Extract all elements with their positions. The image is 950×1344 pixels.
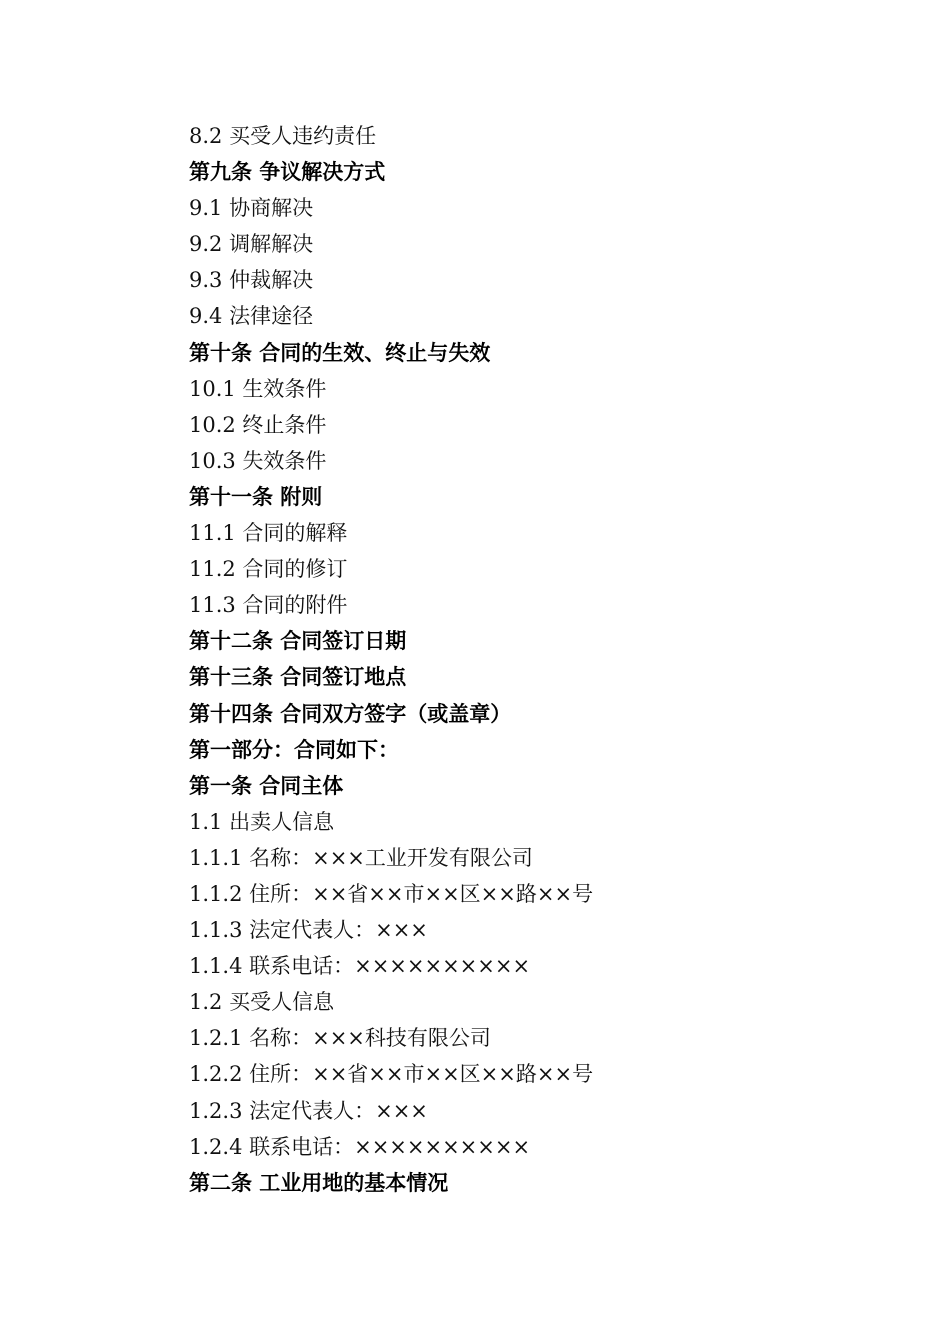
article-13-heading: 第十三条 合同签订地点 bbox=[189, 665, 407, 690]
article-2-heading: 第二条 工业用地的基本情况 bbox=[189, 1170, 449, 1195]
clause-11-2: 11.2 合同的修订 bbox=[189, 557, 348, 582]
article-11-heading: 第十一条 附则 bbox=[189, 484, 323, 509]
clause-1-2: 1.2 买受人信息 bbox=[189, 990, 335, 1015]
clause-1-1-3: 1.1.3 法定代表人：××× bbox=[189, 918, 428, 943]
part-1-heading: 第一部分：合同如下： bbox=[189, 737, 399, 762]
clause-10-2: 10.2 终止条件 bbox=[189, 412, 327, 437]
article-9-heading: 第九条 争议解决方式 bbox=[189, 160, 386, 185]
clause-9-3: 9.3 仲裁解决 bbox=[189, 268, 314, 293]
clause-1-2-2: 1.2.2 住所：××省××市××区××路××号 bbox=[189, 1062, 594, 1087]
clause-9-4: 9.4 法律途径 bbox=[189, 304, 314, 329]
clause-1-2-4: 1.2.4 联系电话：×××××××××× bbox=[189, 1134, 531, 1159]
clause-1-1-4: 1.1.4 联系电话：×××××××××× bbox=[189, 954, 531, 979]
clause-9-1: 9.1 协商解决 bbox=[189, 196, 314, 221]
clause-10-1: 10.1 生效条件 bbox=[189, 376, 327, 401]
clause-10-3: 10.3 失效条件 bbox=[189, 448, 327, 473]
article-14-heading: 第十四条 合同双方签字（或盖章） bbox=[189, 701, 512, 726]
clause-1-1: 1.1 出卖人信息 bbox=[189, 809, 335, 834]
clause-11-3: 11.3 合同的附件 bbox=[189, 593, 348, 618]
clause-1-2-3: 1.2.3 法定代表人：××× bbox=[189, 1098, 428, 1123]
article-1-heading: 第一条 合同主体 bbox=[189, 773, 344, 798]
article-12-heading: 第十二条 合同签订日期 bbox=[189, 629, 407, 654]
clause-9-2: 9.2 调解解决 bbox=[189, 232, 314, 257]
clause-1-2-1: 1.2.1 名称：×××科技有限公司 bbox=[189, 1026, 491, 1051]
clause-11-1: 11.1 合同的解释 bbox=[189, 521, 348, 546]
clause-8-2: 8.2 买受人违约责任 bbox=[189, 124, 377, 148]
article-10-heading: 第十条 合同的生效、终止与失效 bbox=[189, 340, 491, 365]
clause-1-1-1: 1.1.1 名称：×××工业开发有限公司 bbox=[189, 845, 533, 870]
document-body bbox=[189, 118, 889, 1201]
clause-1-1-2: 1.1.2 住所：××省××市××区××路××号 bbox=[189, 881, 594, 906]
